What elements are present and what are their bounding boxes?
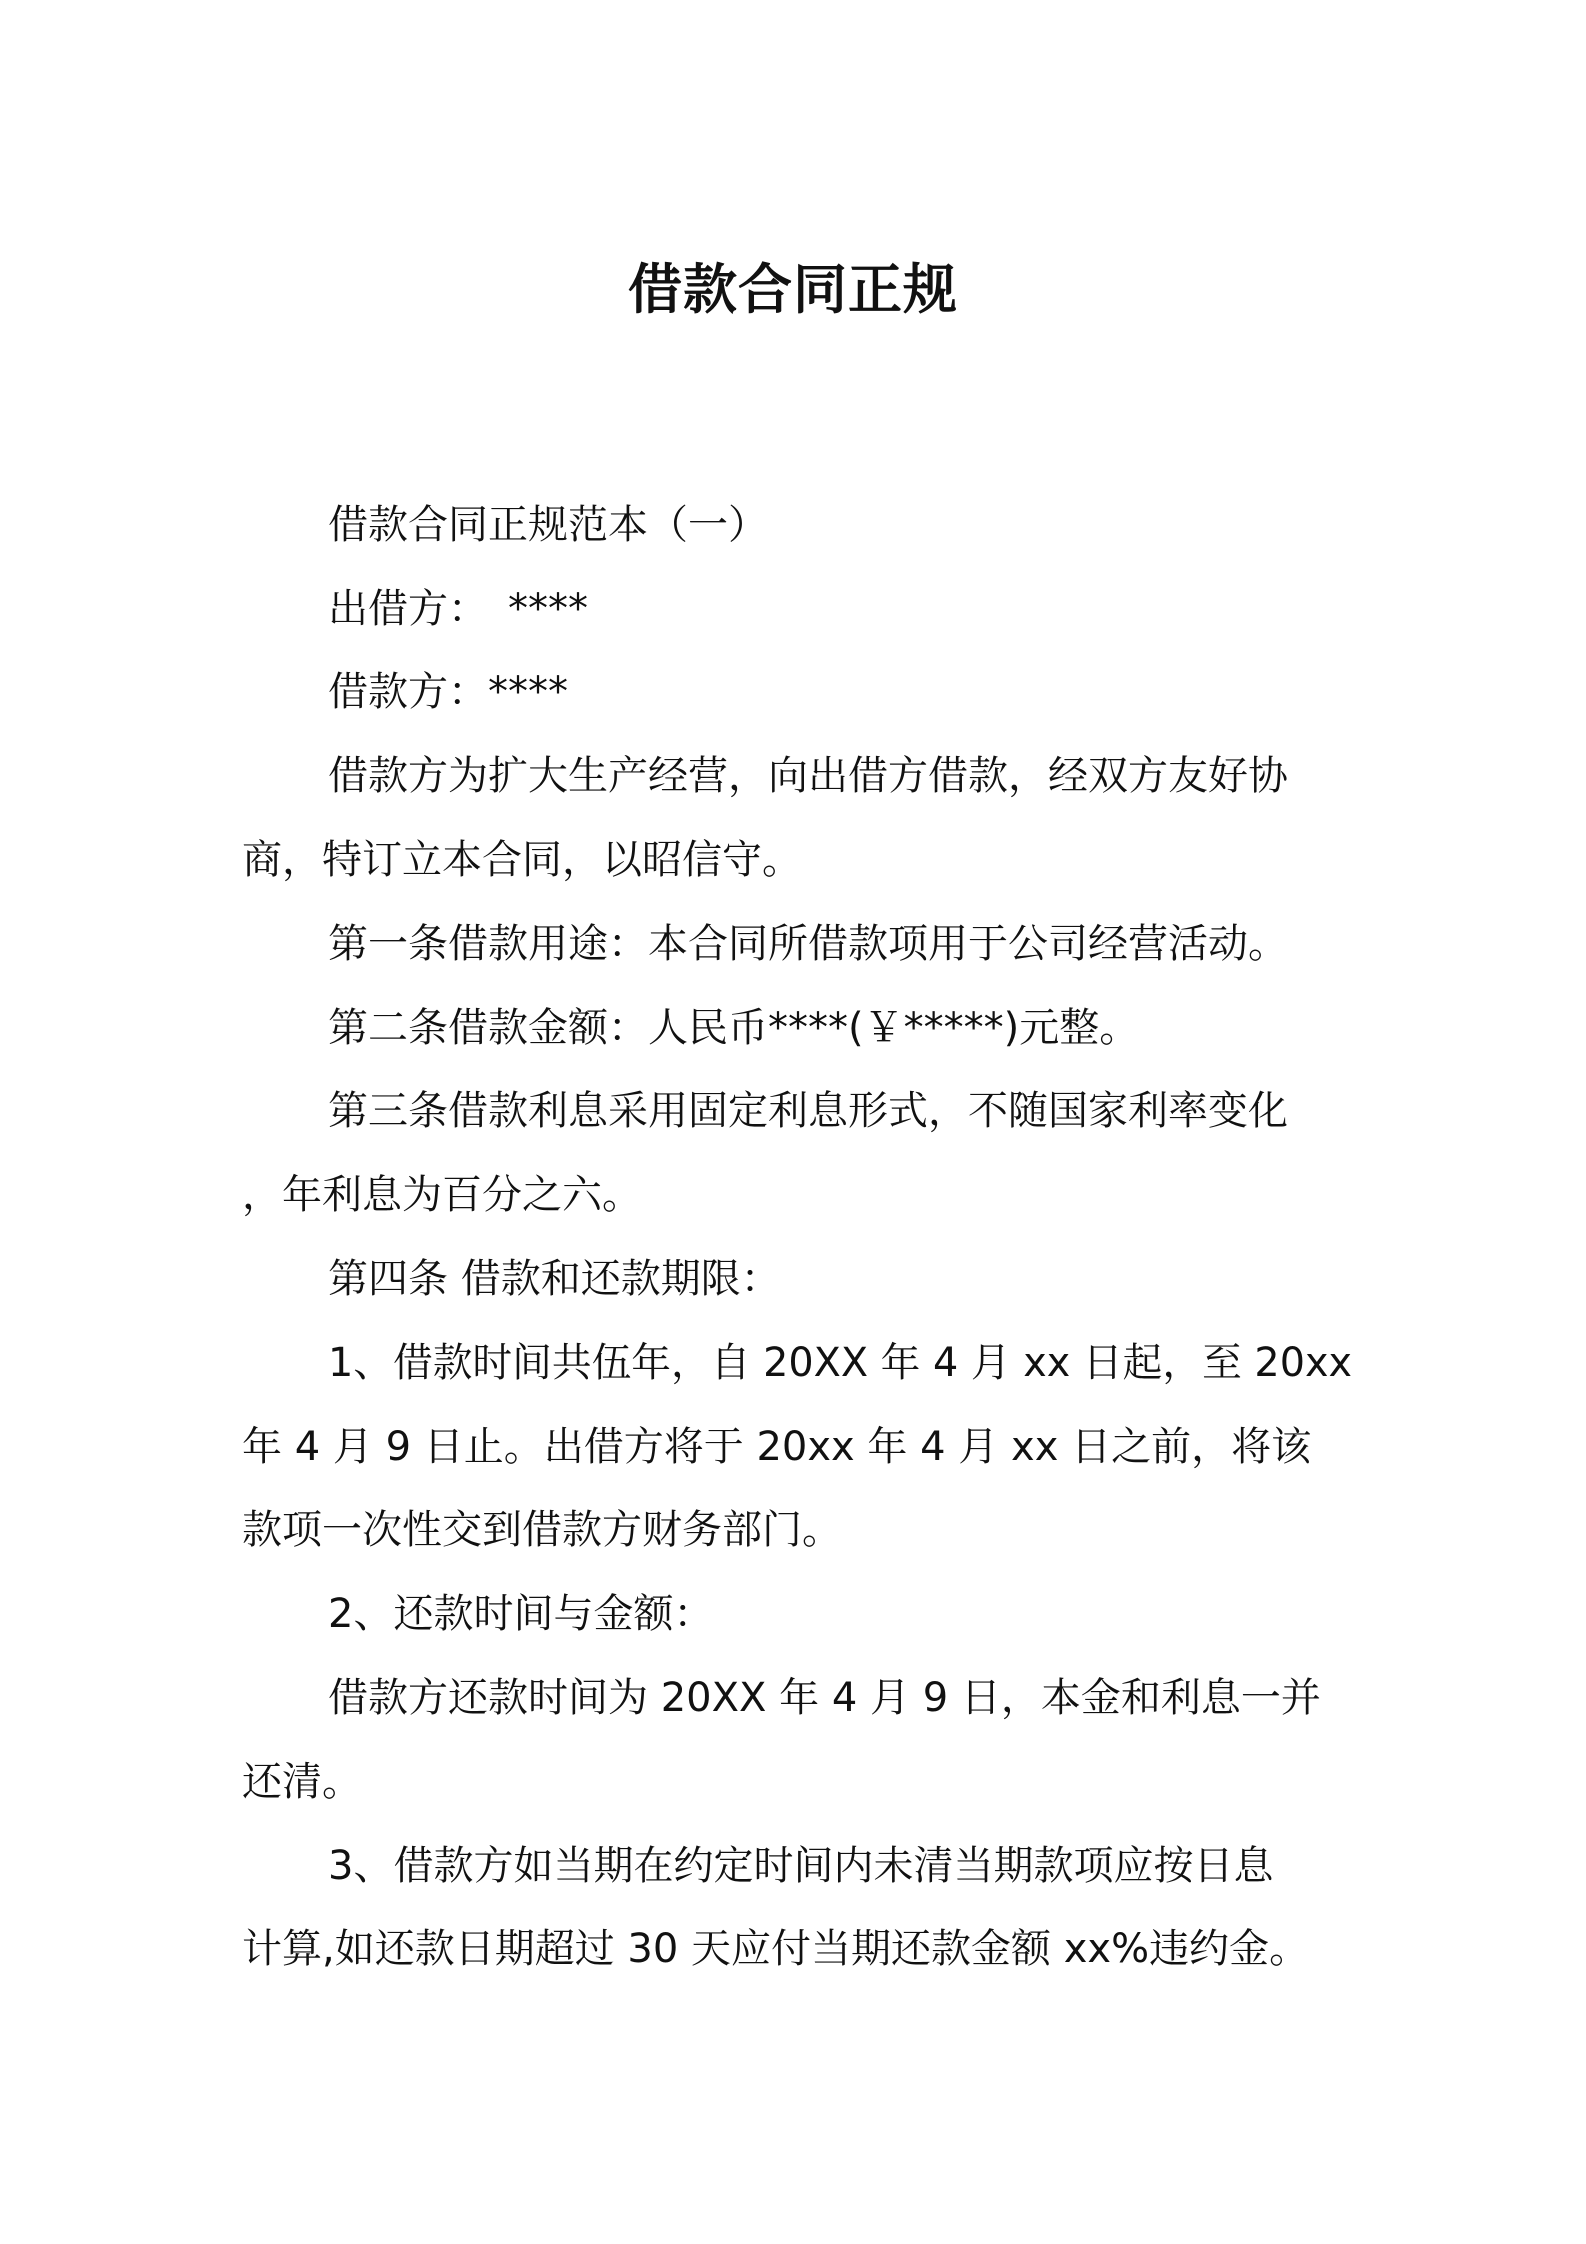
clause-2-line-1: 借款方还款时间为 20XX 年 4 月 9 日，本金和利息一并: [328, 1675, 1321, 1721]
clause-3-line-1: 3、借款方如当期在约定时间内未清当期款项应按日息: [328, 1843, 1274, 1889]
article-3-line-2: ，年利息为百分之六。: [242, 1172, 642, 1218]
preamble-line-2: 商，特订立本合同，以昭信守。: [242, 837, 802, 883]
article-2: 第二条借款金额：人民币****(￥*****)元整。: [328, 1005, 1140, 1051]
lender-line: 出借方： ****: [328, 586, 588, 632]
clause-3-line-2: 计算,如还款日期超过 30 天应付当期还款金额 xx%违约金。: [242, 1926, 1310, 1972]
contract-subtitle: 借款合同正规范本（一）: [328, 502, 768, 548]
clause-2-heading: 2、还款时间与金额：: [328, 1591, 714, 1637]
preamble-line-1: 借款方为扩大生产经营，向出借方借款，经双方友好协: [328, 753, 1288, 799]
document-title: 借款合同正规: [628, 258, 958, 321]
article-4-heading: 第四条 借款和还款期限：: [328, 1256, 781, 1302]
borrower-line: 借款方：****: [328, 669, 568, 715]
article-1: 第一条借款用途：本合同所借款项用于公司经营活动。: [328, 921, 1288, 967]
article-3-line-1: 第三条借款利息采用固定利息形式，不随国家利率变化: [328, 1088, 1288, 1134]
clause-2-line-2: 还清。: [242, 1759, 362, 1805]
clause-1-line-3: 款项一次性交到借款方财务部门。: [242, 1507, 842, 1553]
clause-1-line-1: 1、借款时间共伍年，自 20XX 年 4 月 xx 日起，至 20xx: [328, 1340, 1352, 1386]
clause-1-line-2: 年 4 月 9 日止。出借方将于 20xx 年 4 月 xx 日之前，将该: [242, 1424, 1312, 1470]
